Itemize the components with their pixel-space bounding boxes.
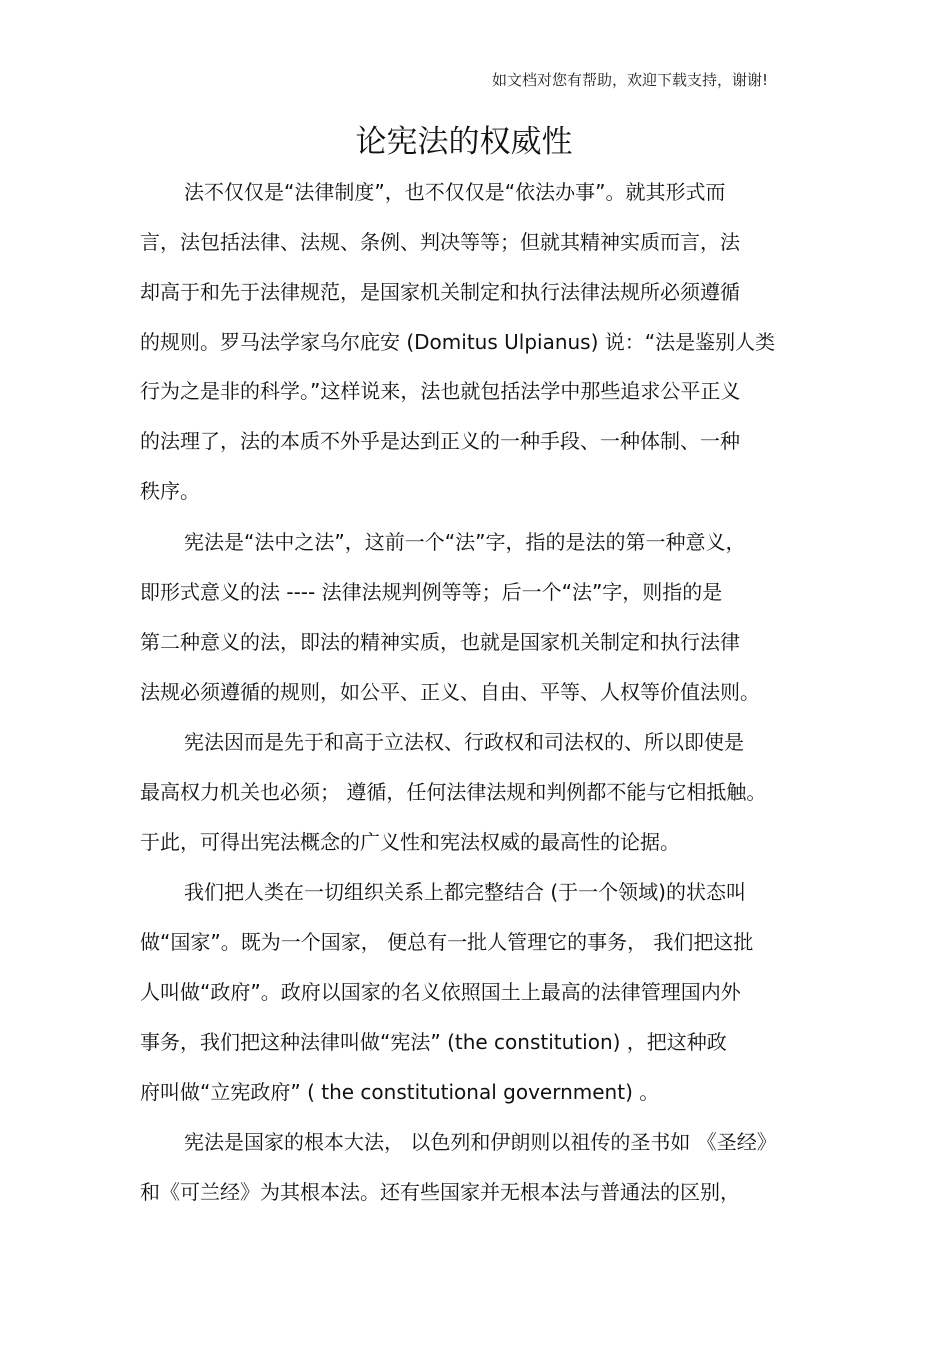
paragraph-line: 宪法因而是先于和高于立法权、行政权和司法权的、所以即使是 [184, 730, 744, 754]
paragraph-line: 法不仅仅是“法律制度”，也不仅仅是“依法办事”。就其形式而 [184, 180, 726, 204]
paragraph-line: 第二种意义的法，即法的精神实质，也就是国家机关制定和执行法律 [140, 630, 740, 654]
page-title: 论宪法的权威性 [355, 124, 573, 160]
paragraph-line: 即形式意义的法 ---- 法律法规判例等等；后一个“法”字，则指的是 [140, 580, 723, 604]
paragraph-line: 言，法包括法律、法规、条例、判决等等；但就其精神实质而言，法 [140, 230, 740, 254]
paragraph-line: 府叫做“立宪政府” ( the constitutional government) 。 [140, 1080, 660, 1104]
paragraph-line: 的法理了，法的本质不外乎是达到正义的一种手段、一种体制、一种 [140, 429, 740, 453]
paragraph-line: 行为之是非的科学。”这样说来，法也就包括法学中那些追求公平正义 [140, 379, 741, 403]
paragraph-line: 宪法是“法中之法”，这前一个“法”字，指的是法的第一种意义， [184, 530, 746, 554]
paragraph-line: 于此，可得出宪法概念的广义性和宪法权威的最高性的论据。 [140, 830, 680, 854]
paragraph-line: 秩序。 [140, 479, 200, 503]
paragraph-line: 我们把人类在一切组织关系上都完整结合 (于一个领域)的状态叫 [184, 880, 746, 904]
header-note: 如文档对您有帮助，欢迎下载支持，谢谢! [492, 71, 769, 89]
paragraph-line: 的规则。罗马法学家乌尔庇安 (Domitus Ulpianus) 说：“法是鉴别人类 [140, 330, 776, 354]
paragraph-line: 和《可兰经》为其根本法。还有些国家并无根本法与普通法的区别， [140, 1180, 740, 1204]
paragraph-line: 人叫做“政府”。政府以国家的名义依照国土上最高的法律管理国内外 [140, 980, 741, 1004]
paragraph-line: 做“国家”。既为一个国家， 便总有一批人管理它的事务， 我们把这批 [140, 930, 754, 954]
paragraph-line: 最高权力机关也必须； 遵循，任何法律法规和判例都不能与它相抵触。 [140, 780, 767, 804]
paragraph-line: 宪法是国家的根本大法， 以色列和伊朗则以祖传的圣书如 《圣经》 [184, 1130, 777, 1154]
paragraph-line: 法规必须遵循的规则，如公平、正义、自由、平等、人权等价值法则。 [140, 680, 760, 704]
paragraph-line: 却高于和先于法律规范，是国家机关制定和执行法律法规所必须遵循 [140, 280, 740, 304]
paragraph-line: 事务，我们把这种法律叫做“宪法” (the constitution) ，把这种政 [140, 1030, 727, 1054]
